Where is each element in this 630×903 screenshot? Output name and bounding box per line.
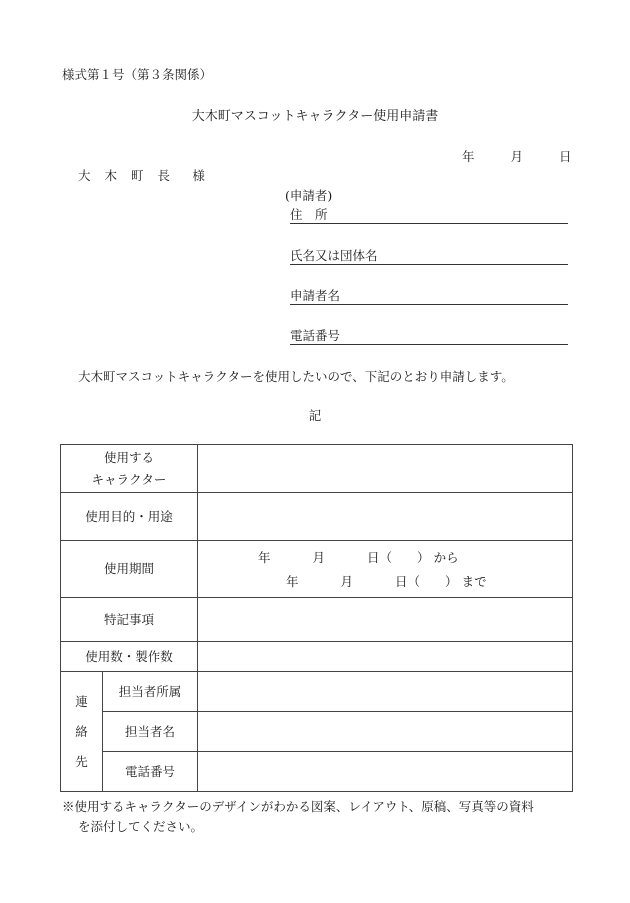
applicant-name-label: 申請者名 <box>290 288 341 303</box>
purpose-input[interactable] <box>198 493 573 541</box>
character-label-1: 使用する <box>104 449 155 465</box>
quantity-input[interactable] <box>198 642 573 672</box>
period-end-suffix: まで <box>461 574 487 589</box>
contact-phone-label: 電話番号 <box>103 752 198 792</box>
date-year: 年 <box>462 149 475 164</box>
contact-phone-input[interactable] <box>198 752 573 792</box>
ki-heading: 記 <box>308 408 322 423</box>
period-end-month: 月 <box>340 574 354 589</box>
period-end-line <box>198 569 572 593</box>
dept-label: 担当者所属 <box>103 672 198 712</box>
period-input[interactable] <box>198 541 573 598</box>
contact-label-3: 先 <box>75 753 88 769</box>
table-row <box>61 672 573 712</box>
notes-input[interactable] <box>198 598 573 642</box>
character-label-cell <box>61 445 198 493</box>
period-end-year: 年 <box>286 574 299 589</box>
date-month: 月 <box>510 149 523 164</box>
period-start-month: 月 <box>312 550 326 565</box>
org-name-field[interactable] <box>290 246 568 265</box>
character-label-2: キャラクター <box>91 471 167 487</box>
table-row <box>61 752 573 792</box>
table-row <box>61 712 573 752</box>
addressee: 大 木 町 長 様 <box>78 168 210 183</box>
period-start-day: 日（ ） <box>367 550 430 565</box>
quantity-label: 使用数・製作数 <box>61 642 198 672</box>
application-table <box>60 444 573 792</box>
form-number: 様式第１号（第３条関係） <box>62 67 213 82</box>
notes-label: 特記事項 <box>61 598 198 642</box>
date-line <box>462 147 571 165</box>
statement: 大木町マスコットキャラクターを使用したいので、下記のとおり申請します。 <box>78 369 514 384</box>
person-label: 担当者名 <box>103 712 198 752</box>
date-day: 日 <box>558 149 572 164</box>
period-end-day: 日（ ） <box>395 574 458 589</box>
contact-label-2: 絡 <box>75 723 88 739</box>
org-name-label: 氏名又は団体名 <box>290 248 378 263</box>
phone-field[interactable] <box>290 326 568 345</box>
dept-input[interactable] <box>198 672 573 712</box>
applicant-label: (申請者) <box>285 188 333 203</box>
contact-label-1: 連 <box>75 693 88 709</box>
purpose-label: 使用目的・用途 <box>61 493 198 541</box>
period-start-suffix: から <box>433 550 459 565</box>
period-start-year: 年 <box>258 550 271 565</box>
table-row <box>61 541 573 598</box>
applicant-name-field[interactable] <box>290 286 568 305</box>
phone-label: 電話番号 <box>290 328 341 343</box>
contact-label <box>61 672 103 792</box>
footnote-line-2: を添付してください。 <box>78 819 204 834</box>
document-title: 大木町マスコットキャラクター使用申請書 <box>191 109 439 124</box>
period-start-line <box>198 545 572 569</box>
person-input[interactable] <box>198 712 573 752</box>
address-field[interactable] <box>290 205 568 224</box>
character-input[interactable] <box>198 445 573 493</box>
table-row <box>61 642 573 672</box>
table-row <box>61 445 573 493</box>
period-label: 使用期間 <box>61 541 198 598</box>
table-row <box>61 598 573 642</box>
address-label: 住 所 <box>290 207 328 222</box>
footnote-line-1: ※使用するキャラクターのデザインがわかる図案、レイアウト、原稿、写真等の資料 <box>62 799 534 814</box>
table-row <box>61 493 573 541</box>
